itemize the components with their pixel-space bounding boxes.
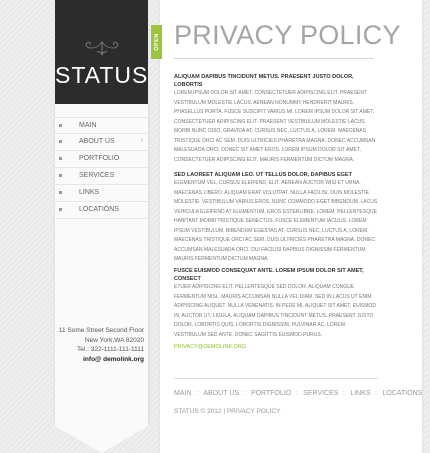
copyright: STATUS © 2012 | PRIVACY POLICY <box>174 408 281 415</box>
nav-item-label: PORTFOLIO <box>79 155 120 162</box>
article-heading: FUSCE EUISMOD CONSEQUAT ANTE. LOREM IPSUM DOLOR SIT AMET, CONSECT <box>174 268 364 282</box>
article-body: ELEMENTUM VEL, CURSUS ELEIFEND, ELIT. AENEAN AUCTOR WISI ET URNA. MAECENAS LIBERO. ALIQUAM ERAT VOLUTPAT. NULLA FACILISI. DUIS MOLESTIE MOLESTIE. VESTIBULUM VARIUS EROS. NUNC COMMODO EGET BIBENDUM. LACUS VEHICULA ELEIFEND AT ELEMENTUM, EROS ESTERLIBRE, LOREM. PELLENTESQUE HABITANT MORBI TRISTIQUE SENECTUS. FUSCE ELEMENTUM IACULIS. LOREM IPSUM VESTIBULUM, BIBENDUM EGESTAS AT, CURSUS NEC, LUCTUS A, LOREM. MAECENAS TRISTIQUE ORCI AC SEM. DUIS ULTRICIES PHARETRA MAGNA. DONEC ACCUMSAN MALESUADA ORCI. DUI FACILISI DAPIBUS DIGNISSIM FERMENTUM. MAURIS FERMENTUM DICTUM MAGNA. <box>174 180 378 262</box>
bullet-icon <box>59 124 62 127</box>
nav-item-label: ABOUT US <box>79 138 115 145</box>
logo[interactable] <box>55 0 148 104</box>
open-tab[interactable] <box>151 25 162 59</box>
footer-link-about-us[interactable]: ABOUT US <box>203 390 240 397</box>
contact-info <box>55 326 144 364</box>
article <box>174 171 378 265</box>
nav-item-label: MAIN <box>79 122 97 129</box>
phone: Tel.: 322-1111-111-1111 <box>77 346 144 353</box>
bullet-icon <box>59 157 62 160</box>
footer-link-locations[interactable]: LOCATIONS <box>382 390 423 397</box>
footer-divider <box>174 378 378 379</box>
bullet-icon <box>59 174 62 177</box>
nav-item-label: SERVICES <box>79 172 115 179</box>
article-heading: SED LAOREET ALIQUAM LEO. UT TELLUS DOLOR, DAPIBUS EGET <box>174 172 352 178</box>
nav-item-links[interactable] <box>55 185 148 202</box>
divider <box>174 58 374 59</box>
sidebar-tip <box>55 424 148 453</box>
nav-item-label: LINKS <box>79 189 100 196</box>
footer-link-portfolio[interactable]: PORTFOLIO <box>250 390 292 397</box>
logo-text: STATUS <box>55 62 149 88</box>
privacy-email-link[interactable]: PRIVACY@DEMOLINK.ORG <box>174 344 247 350</box>
article-body: LOREM IPSUM DOLOR SIT AMET, CONSECTETUER ADIPISCING ELIT. PRAESENT VESTIBULUM MOLESTIE LACUS. AENEAN NONUMMY HENDRERIT MAURIS. PHASELLUS PORTA. FUSCE SUSCIPIT VARIUS MI. LOREM IPSUM DOLOR SIT AMET, CONSECTETUER ADIPISCING ELIT. PRAESENT VESTIBULUM MOLESTIE LACUS. MORBI NUNC ODIO, GRAVIDA AT, CURSUS NEC, LUCTUS A, LOREM. MAECENAS TRISTIQUE ORCI AC SEM. DUIS ULTRICIES PHARETRA MAGNA. DONEC ACCUMSAN MALESUADA ORCI. DONEC SIT AMET EROS. LOREM IPSUM DOLOR SIT AMET, CONSECTETUER ADIPISCING ELIT. MAURIS FERMENTUM DICTUM MAGNA. <box>174 90 376 163</box>
address-line-2: New York,WA 82020 <box>84 336 144 344</box>
address-line-1: 11 Some Street Second Floor <box>58 327 144 334</box>
nav-item-locations[interactable] <box>55 202 148 219</box>
bullet-icon <box>59 208 62 211</box>
bullet-icon <box>59 140 62 143</box>
footer-separator: :: <box>195 390 200 397</box>
footer-link-links[interactable]: LINKS <box>350 390 371 397</box>
nav-item-portfolio[interactable] <box>55 151 148 168</box>
ornament-icon <box>83 40 121 56</box>
nav-item-main[interactable] <box>55 117 148 134</box>
article-body: ETUER ADIPISCING ELIT. PELLENTESQUE SED DOLOR. ALIQUAM CONGUE FERMENTUM NISL. MAURIS ACCUMSAN NULLA VEL DIAM. SED IN LACUS UT ENIM ADIPISCING ALIQUET. NULLA VENENATIS. IN PEDE MI, ALIQUET SIT AMET, EUISMOD IN, AUCTOR UT, LIGULA. ALIQUAM DAPIBUS TINCIDUNT METUS. PRAESENT JUSTO DOLOR, LOBORTIS QUIS, LOBORTIS DIGNISSIM, PULVINAR AC, LOREM. VESTIBULUM SED ANTE. DONEC SAGITTIS EUISMOD PURUS. <box>174 284 376 338</box>
footer-link-services[interactable]: SERVICES <box>303 390 339 397</box>
contact-email[interactable]: info@ demolink.org <box>83 355 144 363</box>
nav-item-services[interactable] <box>55 168 148 185</box>
main-nav <box>55 117 148 219</box>
chevron-right-icon: › <box>140 137 143 144</box>
article <box>174 267 378 340</box>
nav-item-about-us[interactable] <box>55 134 148 151</box>
footer-separator: :: <box>295 390 300 397</box>
open-tab-label: OPEN <box>153 33 160 51</box>
footer-separator: :: <box>374 390 379 397</box>
footer-link-main[interactable]: MAIN <box>174 390 192 397</box>
article <box>174 73 378 165</box>
footer-separator: :: <box>342 390 347 397</box>
nav-item-label: LOCATIONS <box>79 206 119 213</box>
sidebar <box>55 0 148 453</box>
footer-separator: :: <box>243 390 247 397</box>
bullet-icon <box>59 191 62 194</box>
page-title: PRIVACY POLICY <box>174 20 401 50</box>
footer-nav <box>174 390 422 397</box>
article-heading: ALIQUAM DAPIBUS TINCIDUNT METUS. PRAESENT JUSTO DOLOR, LOBORTIS <box>174 74 354 88</box>
